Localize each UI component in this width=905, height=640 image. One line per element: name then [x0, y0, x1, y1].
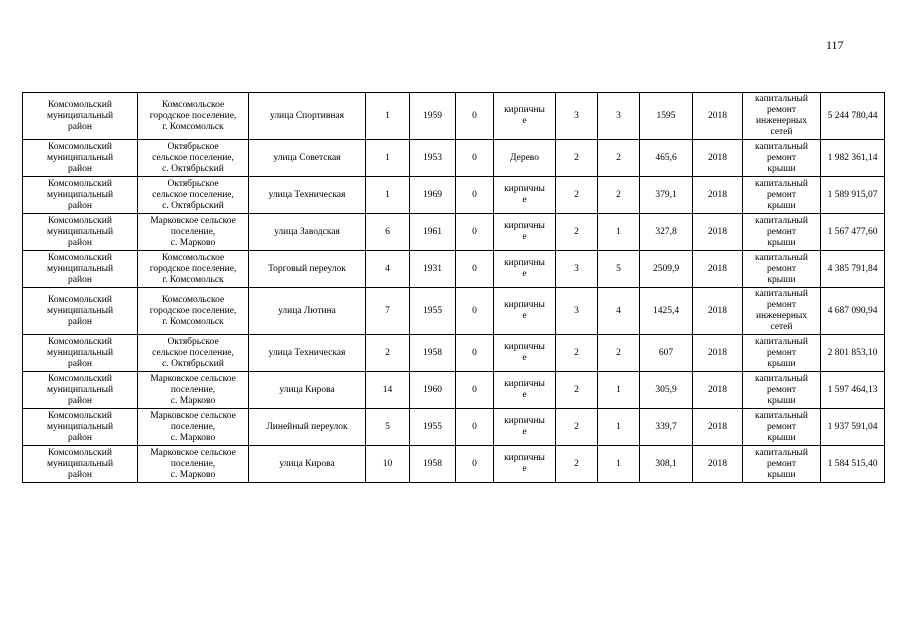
house-number-cell: [366, 335, 410, 372]
cell-text: Октябрьское сельское поселение, с. Октябрьский: [152, 336, 234, 369]
cell-text: улица Лютина: [278, 305, 336, 316]
year-cell: [693, 93, 743, 140]
entrances-cell: [598, 288, 640, 335]
district-cell: [23, 288, 138, 335]
area-cell: [640, 409, 693, 446]
cell-text: 1 937 591,04: [827, 421, 878, 432]
work-type-cell: [743, 140, 821, 177]
cell-text: 2: [574, 189, 579, 200]
floors-cell: [556, 288, 598, 335]
cell-text: 1960: [423, 384, 442, 395]
floors-cell: [556, 409, 598, 446]
cell-text: улица Кирова: [279, 384, 335, 395]
value-cell: [456, 409, 494, 446]
floors-cell: [556, 93, 598, 140]
value-cell: [456, 177, 494, 214]
table-row: [23, 335, 885, 372]
work-type-cell: [743, 214, 821, 251]
cell-text: 1: [616, 421, 621, 432]
cell-text: 2: [616, 152, 621, 163]
street-cell: [249, 140, 366, 177]
year-cell: [693, 140, 743, 177]
settlement-cell: [138, 251, 249, 288]
cell-text: 327,8: [655, 226, 677, 237]
table-row: [23, 446, 885, 483]
work-type-cell: [743, 446, 821, 483]
cell-text: 0: [472, 305, 477, 316]
cell-text: 1958: [423, 458, 442, 469]
cell-text: 1 567 477,60: [827, 226, 878, 237]
cell-text: Октябрьское сельское поселение, с. Октябрьский: [152, 141, 234, 174]
wall-material-cell: [494, 140, 556, 177]
floors-cell: [556, 140, 598, 177]
cell-text: 7: [385, 305, 390, 316]
cell-text: 1 584 515,40: [827, 458, 878, 469]
area-cell: [640, 288, 693, 335]
street-cell: [249, 409, 366, 446]
area-cell: [640, 251, 693, 288]
area-cell: [640, 214, 693, 251]
value-cell: [456, 214, 494, 251]
district-cell: [23, 177, 138, 214]
street-cell: [249, 214, 366, 251]
cell-text: 2: [616, 347, 621, 358]
house-number-cell: [366, 409, 410, 446]
entrances-cell: [598, 446, 640, 483]
cell-text: 607: [658, 347, 674, 358]
entrances-cell: [598, 409, 640, 446]
settlement-cell: [138, 446, 249, 483]
cell-text: 2: [574, 347, 579, 358]
cell-text: 1: [616, 458, 621, 469]
cell-text: 2: [574, 458, 579, 469]
cell-text: 2018: [708, 458, 727, 469]
cell-text: 1 982 361,14: [827, 152, 878, 163]
entrances-cell: [598, 251, 640, 288]
value-cell: [456, 446, 494, 483]
year-cell: [693, 372, 743, 409]
house-number-cell: [366, 214, 410, 251]
cell-text: 1: [616, 226, 621, 237]
table-row: [23, 140, 885, 177]
wall-material-cell: [494, 288, 556, 335]
cell-text: Марковское сельское поселение, с. Марково: [150, 410, 236, 443]
table-row: [23, 288, 885, 335]
work-type-cell: [743, 335, 821, 372]
cell-text: 0: [472, 226, 477, 237]
cell-text: 2 801 853,10: [827, 347, 878, 358]
work-type-cell: [743, 177, 821, 214]
cell-text: 1425,4: [652, 305, 680, 316]
cell-text: 0: [472, 384, 477, 395]
cost-cell: [821, 177, 885, 214]
year-cell: [693, 409, 743, 446]
cell-text: капитальный ремонт крыши: [755, 141, 808, 174]
cell-text: Комсомольское городское поселение, г. Комсомольск: [149, 294, 237, 327]
table-row: [23, 251, 885, 288]
wall-material-cell: [494, 372, 556, 409]
cell-text: Комсомольский муниципальный район: [46, 294, 114, 327]
cell-text: 2: [616, 189, 621, 200]
cell-text: 305,9: [655, 384, 677, 395]
cell-text: улица Техническая: [268, 347, 346, 358]
work-type-cell: [743, 372, 821, 409]
wall-material-cell: [494, 214, 556, 251]
cell-text: 2509,9: [652, 263, 680, 274]
entrances-cell: [598, 335, 640, 372]
settlement-cell: [138, 335, 249, 372]
cell-text: 1955: [423, 421, 442, 432]
entrances-cell: [598, 372, 640, 409]
house-number-cell: [366, 177, 410, 214]
year-cell: [693, 446, 743, 483]
cell-text: Октябрьское сельское поселение, с. Октябрьский: [152, 178, 234, 211]
value-cell: [456, 372, 494, 409]
table-row: [23, 177, 885, 214]
cell-text: 1: [385, 189, 390, 200]
cell-text: Комсомольский муниципальный район: [46, 252, 114, 285]
floors-cell: [556, 446, 598, 483]
cell-text: кирпичны е: [504, 221, 545, 242]
cell-text: 5: [385, 421, 390, 432]
cell-text: 3: [574, 263, 579, 274]
cell-text: 0: [472, 152, 477, 163]
cell-text: улица Кирова: [279, 458, 335, 469]
house-number-cell: [366, 251, 410, 288]
street-cell: [249, 446, 366, 483]
work-type-cell: [743, 251, 821, 288]
cell-text: 4: [616, 305, 621, 316]
area-cell: [640, 446, 693, 483]
floors-cell: [556, 372, 598, 409]
cell-text: 10: [382, 458, 393, 469]
year-built-cell: [410, 214, 456, 251]
entrances-cell: [598, 140, 640, 177]
district-cell: [23, 93, 138, 140]
cell-text: 5: [616, 263, 621, 274]
settlement-cell: [138, 372, 249, 409]
cell-text: Марковское сельское поселение, с. Марково: [150, 447, 236, 480]
cell-text: Комсомольский муниципальный район: [46, 410, 114, 443]
cell-text: 0: [472, 263, 477, 274]
year-cell: [693, 251, 743, 288]
district-cell: [23, 214, 138, 251]
value-cell: [456, 93, 494, 140]
street-cell: [249, 335, 366, 372]
cell-text: 1959: [423, 110, 442, 121]
cell-text: 1595: [656, 110, 676, 121]
year-cell: [693, 177, 743, 214]
cell-text: кирпичны е: [504, 342, 545, 363]
year-built-cell: [410, 409, 456, 446]
cell-text: 2018: [708, 110, 727, 121]
cell-text: Комсомольский муниципальный район: [46, 447, 114, 480]
floors-cell: [556, 251, 598, 288]
district-cell: [23, 140, 138, 177]
district-cell: [23, 409, 138, 446]
value-cell: [456, 140, 494, 177]
table-body: [23, 93, 885, 483]
cell-text: 1931: [423, 263, 442, 274]
table-row: [23, 409, 885, 446]
work-type-cell: [743, 288, 821, 335]
floors-cell: [556, 335, 598, 372]
cell-text: 2018: [708, 347, 727, 358]
cell-text: Комсомольское городское поселение, г. Комсомольск: [149, 252, 237, 285]
wall-material-cell: [494, 335, 556, 372]
cell-text: 2: [574, 226, 579, 237]
area-cell: [640, 93, 693, 140]
cell-text: Комсомольский муниципальный район: [46, 99, 114, 132]
cell-text: 2: [574, 152, 579, 163]
cell-text: капитальный ремонт крыши: [755, 373, 808, 406]
district-cell: [23, 446, 138, 483]
cell-text: капитальный ремонт крыши: [755, 215, 808, 248]
year-built-cell: [410, 251, 456, 288]
cell-text: 1: [385, 110, 390, 121]
year-cell: [693, 335, 743, 372]
house-number-cell: [366, 446, 410, 483]
cell-text: 4 687 090,94: [827, 305, 878, 316]
cell-text: 1 589 915,07: [827, 189, 878, 200]
cell-text: капитальный ремонт крыши: [755, 252, 808, 285]
table-row: [23, 214, 885, 251]
cell-text: Линейный переулок: [266, 421, 348, 432]
cell-text: капитальный ремонт крыши: [755, 447, 808, 480]
cell-text: 308,1: [655, 458, 677, 469]
house-number-cell: [366, 93, 410, 140]
cell-text: 2018: [708, 384, 727, 395]
cost-cell: [821, 335, 885, 372]
year-cell: [693, 214, 743, 251]
cell-text: 2018: [708, 152, 727, 163]
value-cell: [456, 335, 494, 372]
settlement-cell: [138, 214, 249, 251]
table-row: [23, 372, 885, 409]
year-built-cell: [410, 177, 456, 214]
settlement-cell: [138, 288, 249, 335]
cell-text: Торговый переулок: [268, 263, 346, 274]
cell-text: Комсомольский муниципальный район: [46, 373, 114, 406]
street-cell: [249, 288, 366, 335]
cell-text: кирпичны е: [504, 416, 545, 437]
cell-text: улица Заводская: [274, 226, 340, 237]
year-built-cell: [410, 372, 456, 409]
cell-text: 6: [385, 226, 390, 237]
district-cell: [23, 251, 138, 288]
cell-text: 0: [472, 189, 477, 200]
wall-material-cell: [494, 446, 556, 483]
value-cell: [456, 251, 494, 288]
cell-text: кирпичны е: [504, 300, 545, 321]
cell-text: кирпичны е: [504, 453, 545, 474]
wall-material-cell: [494, 251, 556, 288]
cell-text: Комсомольский муниципальный район: [46, 336, 114, 369]
cost-cell: [821, 140, 885, 177]
district-cell: [23, 372, 138, 409]
year-built-cell: [410, 335, 456, 372]
entrances-cell: [598, 177, 640, 214]
cell-text: Комсомольское городское поселение, г. Комсомольск: [149, 99, 237, 132]
year-built-cell: [410, 446, 456, 483]
cell-text: 3: [574, 305, 579, 316]
settlement-cell: [138, 177, 249, 214]
cell-text: Комсомольский муниципальный район: [46, 141, 114, 174]
cost-cell: [821, 288, 885, 335]
cell-text: 4 385 791,84: [827, 263, 878, 274]
street-cell: [249, 251, 366, 288]
cell-text: 2018: [708, 226, 727, 237]
year-built-cell: [410, 93, 456, 140]
floors-cell: [556, 177, 598, 214]
cell-text: Дерево: [510, 152, 539, 163]
cell-text: 1: [616, 384, 621, 395]
cell-text: кирпичны е: [504, 105, 545, 126]
cell-text: 1955: [423, 305, 442, 316]
area-cell: [640, 335, 693, 372]
cell-text: 379,1: [655, 189, 677, 200]
cell-text: 1969: [423, 189, 442, 200]
cell-text: кирпичны е: [504, 184, 545, 205]
year-built-cell: [410, 140, 456, 177]
house-number-cell: [366, 140, 410, 177]
cell-text: капитальный ремонт крыши: [755, 178, 808, 211]
house-number-cell: [366, 288, 410, 335]
street-cell: [249, 93, 366, 140]
cell-text: 465,6: [655, 152, 677, 163]
cell-text: капитальный ремонт крыши: [755, 336, 808, 369]
cell-text: улица Техническая: [268, 189, 346, 200]
cell-text: 2018: [708, 189, 727, 200]
work-type-cell: [743, 93, 821, 140]
cell-text: 0: [472, 421, 477, 432]
wall-material-cell: [494, 93, 556, 140]
cell-text: 1961: [423, 226, 442, 237]
wall-material-cell: [494, 177, 556, 214]
cell-text: капитальный ремонт инженерных сетей: [755, 289, 808, 332]
cell-text: 2: [574, 421, 579, 432]
cell-text: 5 244 780,44: [827, 110, 878, 121]
cell-text: 339,7: [655, 421, 677, 432]
cell-text: 4: [385, 263, 390, 274]
settlement-cell: [138, 140, 249, 177]
cell-text: капитальный ремонт инженерных сетей: [755, 94, 808, 137]
cell-text: 0: [472, 347, 477, 358]
cell-text: 2018: [708, 305, 727, 316]
entrances-cell: [598, 214, 640, 251]
cell-text: 1 597 464,13: [827, 384, 878, 395]
cell-text: 3: [574, 110, 579, 121]
settlement-cell: [138, 409, 249, 446]
value-cell: [456, 288, 494, 335]
cost-cell: [821, 251, 885, 288]
cell-text: улица Советская: [273, 152, 341, 163]
house-number-cell: [366, 372, 410, 409]
settlement-cell: [138, 93, 249, 140]
area-cell: [640, 372, 693, 409]
year-cell: [693, 288, 743, 335]
wall-material-cell: [494, 409, 556, 446]
year-built-cell: [410, 288, 456, 335]
cell-text: кирпичны е: [504, 258, 545, 279]
page-number: 117: [826, 38, 844, 52]
area-cell: [640, 177, 693, 214]
cell-text: 0: [472, 110, 477, 121]
cell-text: Марковское сельское поселение, с. Марково: [150, 215, 236, 248]
cell-text: капитальный ремонт крыши: [755, 410, 808, 443]
street-cell: [249, 372, 366, 409]
cell-text: 1958: [423, 347, 442, 358]
cell-text: 0: [472, 458, 477, 469]
cell-text: 2018: [708, 421, 727, 432]
cell-text: 2: [574, 384, 579, 395]
cell-text: Марковское сельское поселение, с. Марково: [150, 373, 236, 406]
cell-text: 2018: [708, 263, 727, 274]
area-cell: [640, 140, 693, 177]
cost-cell: [821, 372, 885, 409]
entrances-cell: [598, 93, 640, 140]
cell-text: улица Спортивная: [269, 110, 345, 121]
cost-cell: [821, 214, 885, 251]
cost-cell: [821, 446, 885, 483]
cost-cell: [821, 409, 885, 446]
floors-cell: [556, 214, 598, 251]
street-cell: [249, 177, 366, 214]
cell-text: 2: [385, 347, 390, 358]
work-type-cell: [743, 409, 821, 446]
table-row: [23, 93, 885, 140]
cell-text: 1953: [423, 152, 442, 163]
cell-text: кирпичны е: [504, 379, 545, 400]
cost-cell: [821, 93, 885, 140]
cell-text: 1: [385, 152, 390, 163]
cell-text: Комсомольский муниципальный район: [46, 215, 114, 248]
cell-text: Комсомольский муниципальный район: [46, 178, 114, 211]
housing-repair-table: [22, 92, 885, 483]
cell-text: 3: [616, 110, 621, 121]
district-cell: [23, 335, 138, 372]
cell-text: 14: [382, 384, 393, 395]
